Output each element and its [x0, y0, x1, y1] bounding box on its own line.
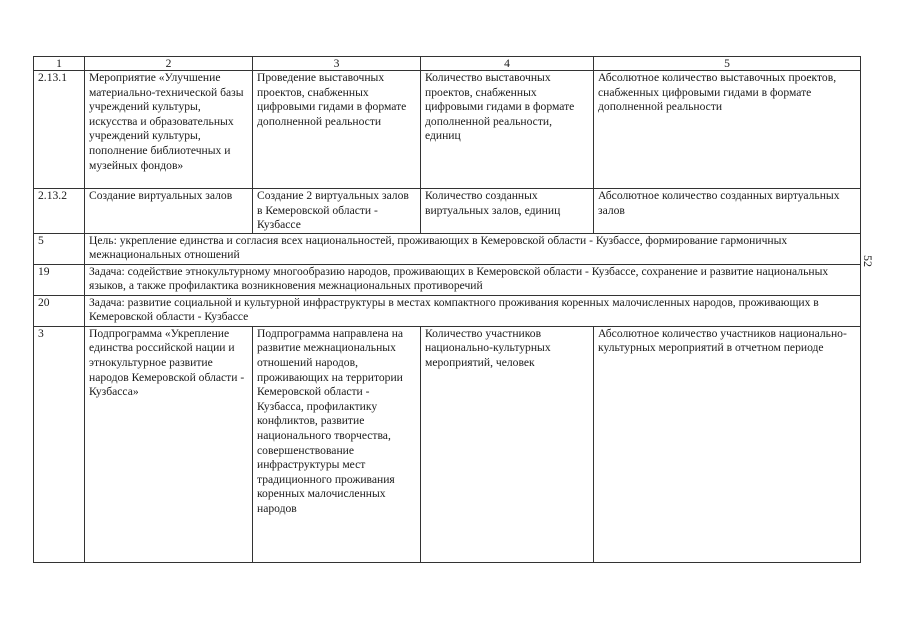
row-number: 19 — [34, 264, 85, 295]
calculation-method: Абсолютное количество участников национально-культурных мероприятий в отчетном периоде — [594, 326, 861, 562]
goal-row — [34, 233, 861, 264]
column-number: 5 — [594, 57, 861, 71]
page-number: 52 — [861, 255, 875, 267]
row-number: 20 — [34, 295, 85, 326]
measure-description: Создание 2 виртуальных залов в Кемеровской области - Кузбассе — [253, 189, 421, 234]
indicator-name: Количество участников национально-культурных мероприятий, человек — [421, 326, 594, 562]
row-number: 5 — [34, 233, 85, 264]
task-text: Задача: развитие социальной и культурной инфраструктуры в местах компактного проживания коренных малочисленных народов, проживающих в Кемеровской области - Кузбассе — [85, 295, 861, 326]
row-number: 3 — [34, 326, 85, 562]
subprogram-row — [34, 326, 861, 562]
column-number: 3 — [253, 57, 421, 71]
table-row — [34, 71, 861, 189]
row-number: 2.13.2 — [34, 189, 85, 234]
task-row — [34, 295, 861, 326]
row-number: 2.13.1 — [34, 71, 85, 189]
task-text: Задача: содействие этнокультурному многообразию народов, проживающих в Кемеровской области - Кузбассе, сохранение и развитие национальных языков, а также профилактика возникновения межнациональных противоречий — [85, 264, 861, 295]
measure-name: Мероприятие «Улучшение материально-технической базы учреждений культуры, искусства и образовательных учреждений культуры, пополнение библиотечных и музейных фондов» — [85, 71, 253, 189]
measure-description: Проведение выставочных проектов, снабженных цифровыми гидами в формате дополненной реальности — [253, 71, 421, 189]
indicator-name: Количество выставочных проектов, снабженных цифровыми гидами в формате дополненной реальности, единиц — [421, 71, 594, 189]
column-number-row — [34, 57, 861, 71]
column-number: 4 — [421, 57, 594, 71]
measures-table — [33, 56, 861, 563]
calculation-method: Абсолютное количество созданных виртуальных залов — [594, 189, 861, 234]
measure-name: Подпрограмма «Укрепление единства российской нации и этнокультурное развитие народов Кемеровской области - Кузбасса» — [85, 326, 253, 562]
column-number: 2 — [85, 57, 253, 71]
indicator-name: Количество созданных виртуальных залов, единиц — [421, 189, 594, 234]
task-row — [34, 264, 861, 295]
goal-text: Цель: укрепление единства и согласия всех национальностей, проживающих в Кемеровской области - Кузбассе, формирование гармоничных межнациональных отношений — [85, 233, 861, 264]
table-row — [34, 189, 861, 234]
column-number: 1 — [34, 57, 85, 71]
measure-name: Создание виртуальных залов — [85, 189, 253, 234]
measure-description: Подпрограмма направлена на развитие межнациональных отношений народов, проживающих на территории Кемеровской области - Кузбасса, профилактику конфликтов, развитие национального творчества, совершенствование инфраструктуры мест традиционного проживания коренных малочисленных народов — [253, 326, 421, 562]
calculation-method: Абсолютное количество выставочных проектов, снабженных цифровыми гидами в формате дополненной реальности — [594, 71, 861, 189]
